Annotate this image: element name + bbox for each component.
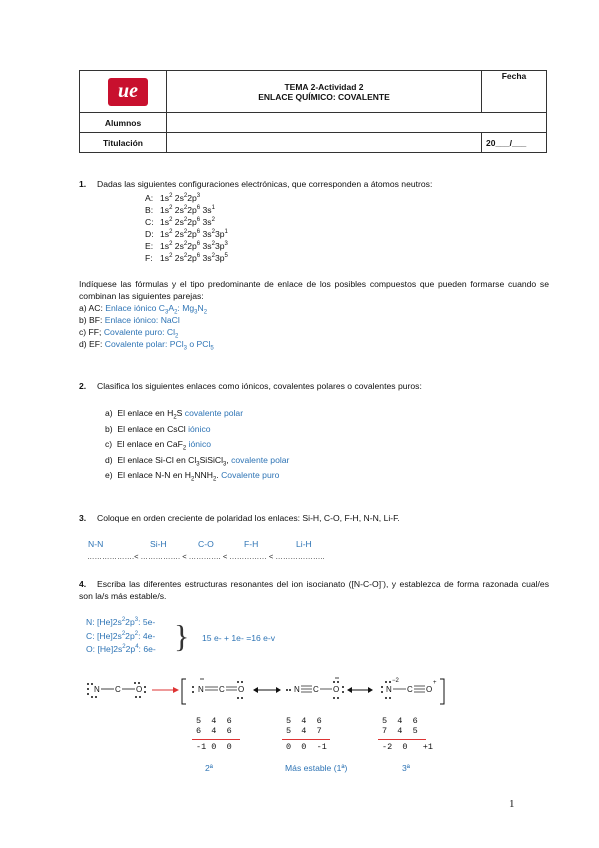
electron-config: A: $1s^2$ $2s^22p^3$ — [145, 193, 201, 203]
formal-charge-table — [196, 716, 248, 752]
svg-text:O: O — [238, 685, 245, 694]
svg-text:C: C — [407, 685, 413, 694]
formal-charge-row: 0 0 -1 — [286, 742, 327, 752]
bond-item: d) El enlace Si-Cl en $Cl_3SiSiCl_3$, covalente polar — [105, 454, 290, 468]
svg-text:O: O — [426, 685, 433, 694]
page-number: 1 — [509, 798, 515, 810]
question-text: Escriba las diferentes estructuras resonantes del ion isocianato ([N-C-O]-), y establezca de forma razonada cual/es son la/s más estable/s. — [79, 579, 550, 601]
polarity-answer: Si-H — [150, 539, 167, 549]
formal-charge-row: -1 0 0 — [196, 742, 232, 752]
atom-label: O — [136, 685, 143, 694]
question-number: 3. — [79, 513, 87, 523]
svg-text:N: N — [294, 685, 300, 694]
stability-label: Más estable (1ª) — [285, 763, 348, 773]
valence-row: 5 4 6 — [286, 716, 322, 726]
alumnos-label: Alumnos — [80, 113, 167, 133]
fecha-label: Fecha — [501, 71, 527, 81]
page-title: TEMA 2-Actividad 2 — [284, 81, 364, 92]
bond-item: e) El enlace N-N en $H_2NNH_2$. Covalente puro — [105, 470, 280, 483]
svg-text:N: N — [198, 685, 204, 694]
polarity-answer: F-H — [244, 539, 259, 549]
svg-text:+: + — [433, 680, 437, 686]
valence-config: N: $[He]2s^22p^3$: 5e- — [86, 617, 156, 627]
stability-label: 3ª — [402, 763, 410, 773]
header-table — [79, 70, 547, 153]
question-number: 4. — [79, 579, 87, 589]
bond-item: a) El enlace en $H_2S$ covalente polar — [105, 408, 244, 421]
bond-list — [105, 406, 549, 484]
electron-config: E: $1s^2$ $2s^22p^6$ $3s^23p^3$ — [145, 241, 228, 251]
answer-item: b) BF: Enlace iónico: NaCl — [79, 315, 180, 325]
question-text: Dadas las siguientes configuraciones electrónicas, que corresponden a átomos neutros: — [97, 179, 433, 189]
bond-item: b) El enlace en CsCl iónico — [105, 423, 211, 434]
valence-config: O: $[He]2s^22p^4$: 6e- — [86, 644, 156, 654]
fecha-cell — [482, 71, 547, 113]
formal-charge-table — [286, 716, 338, 752]
electron-config: D: $1s^2$ $2s^22p^6$ $3s^23p^1$ — [145, 229, 228, 239]
polarity-answer: N-N — [88, 539, 104, 549]
answer-item: c) FF; Covalente puro: $Cl_2$ — [79, 327, 179, 340]
valence-configs — [86, 616, 156, 657]
brace-icon: } — [174, 618, 190, 654]
valence-config: C: $[He]2s^22p^2$: 4e- — [86, 630, 156, 641]
electron-sum: 15 e- + 1e- =16 e-v — [202, 633, 276, 643]
alumnos-field[interactable] — [167, 113, 547, 133]
valence-row: 5 4 6 — [382, 716, 418, 726]
date-field[interactable]: 20___/___ — [482, 133, 547, 153]
stability-label: 2ª — [205, 763, 213, 773]
question-3 — [79, 512, 549, 524]
lewis-structures — [80, 672, 460, 712]
title-cell — [167, 71, 482, 113]
polarity-answers — [88, 538, 388, 550]
polarity-blanks: ……………….< ……………. < …………. < …………… < ……………….. — [87, 552, 325, 561]
answer-item: a) AC: Enlace iónico $C_3A_2$: $Mg_3N_2$ — [79, 303, 208, 316]
titulacion-label: Titulación — [80, 133, 167, 153]
university-logo: ue — [108, 78, 148, 106]
question-text: Coloque en orden creciente de polaridad los enlaces: Si-H, C-O, F-H, N-N, Li-F. — [97, 513, 400, 523]
formal-charge-table — [382, 716, 434, 752]
question-4 — [79, 578, 549, 602]
electron-config: B: $1s^2$ $2s^22p^6$ $3s^1$ — [145, 205, 215, 215]
question-text: Clasifica los siguientes enlaces como iónicos, covalentes polares o covalentes puros: — [97, 381, 422, 391]
question-number: 1. — [79, 179, 87, 189]
answer-item: d) EF: Covalente polar: PCl$_3$ o PCl$_5$ — [79, 339, 214, 352]
answer-list — [79, 302, 549, 350]
question-2 — [79, 380, 549, 484]
logo-cell — [80, 71, 167, 113]
assigned-row: 6 4 6 — [196, 726, 232, 736]
svg-text:O: O — [333, 685, 340, 694]
assigned-row: 5 4 7 — [286, 726, 322, 736]
svg-text:C: C — [313, 685, 319, 694]
question-paragraph: Indíquese las fórmulas y el tipo predominante de enlace de los posibles compuestos que pueden formarse cuando se combinan las siguientes parejas: — [79, 279, 549, 301]
polarity-answer: C-O — [198, 539, 214, 549]
svg-text:N: N — [386, 685, 392, 694]
electron-config: F: $1s^2$ $2s^22p^6$ $3s^23p^5$ — [145, 253, 228, 263]
svg-text:C: C — [219, 685, 225, 694]
svg-text:−2: −2 — [392, 678, 399, 684]
electron-config-list — [145, 192, 549, 264]
atom-label: N — [94, 685, 100, 694]
electron-config: C: $1s^2$ $2s^22p^6$ $3s^2$ — [145, 217, 215, 227]
valence-row: 5 4 6 — [196, 716, 232, 726]
atom-label: C — [115, 685, 121, 694]
question-number: 2. — [79, 381, 87, 391]
bond-item: c) El enlace en CaF$_2$ iónico — [105, 439, 212, 452]
assigned-row: 7 4 5 — [382, 726, 418, 736]
polarity-answer: Li-H — [296, 539, 312, 549]
page-subtitle: ENLACE QUÍMICO: COVALENTE — [258, 91, 390, 102]
formal-charge-row: -2 0 +1 — [382, 742, 434, 752]
question-1 — [79, 178, 549, 350]
titulacion-field[interactable] — [167, 133, 482, 153]
